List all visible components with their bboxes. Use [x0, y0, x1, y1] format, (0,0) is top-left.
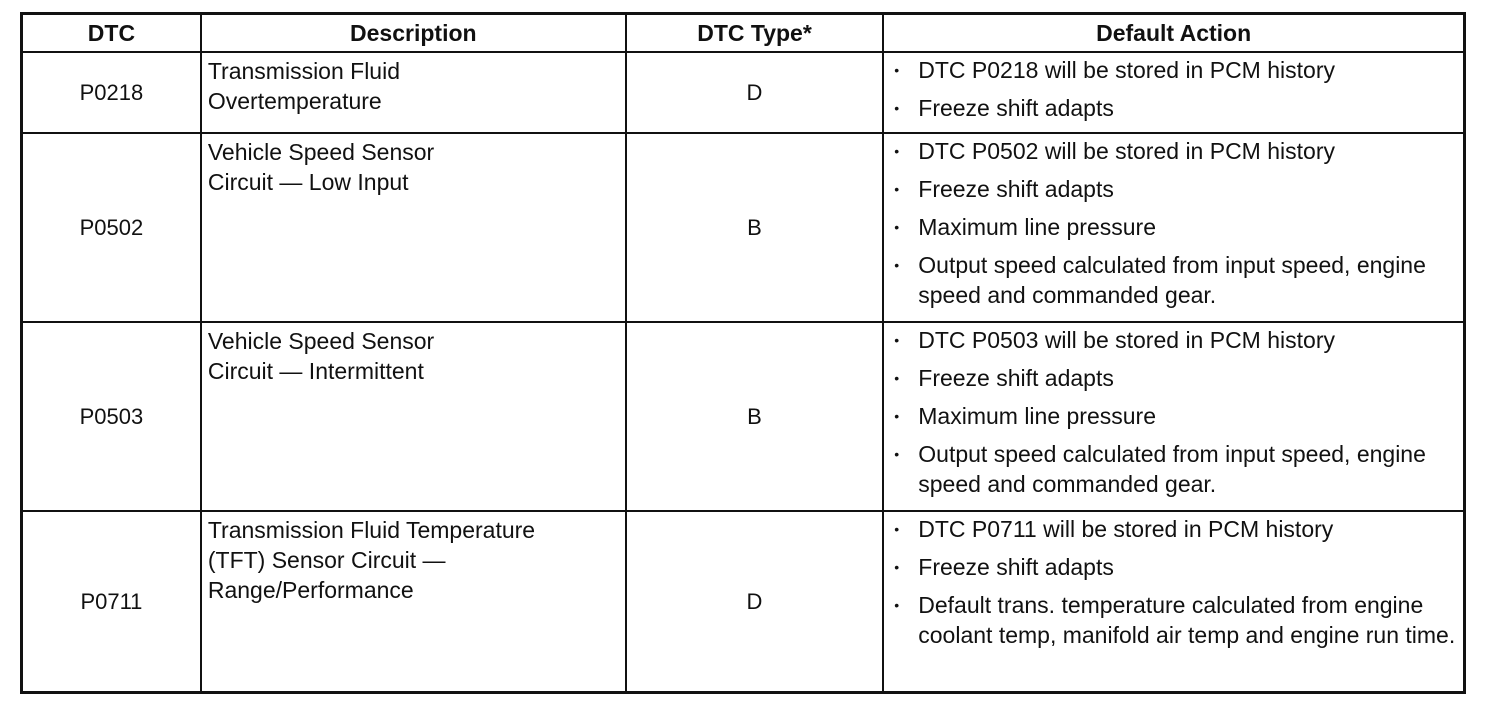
action-item: • Default trans. temperature calculated from engine coolant temp, manifold air temp and engine run time.: [894, 592, 1456, 648]
action-item: • DTC P0218 will be stored in PCM history: [894, 57, 1335, 83]
bullet-icon: •: [894, 219, 900, 235]
header-description: Description: [201, 14, 626, 53]
table-row: [22, 322, 1465, 511]
action-item: • DTC P0502 will be stored in PCM history: [894, 138, 1335, 164]
description-text: Transmission Fluid Temperature (TFT) Sensor Circuit — Range/Performance: [207, 517, 536, 603]
dtc-type: B: [626, 133, 884, 322]
table-row: [22, 133, 1465, 322]
bullet-icon: •: [894, 181, 900, 197]
table-row: [22, 52, 1465, 133]
action-list: [894, 514, 1459, 650]
header-default-action: Default Action: [883, 14, 1464, 53]
bullet-icon: •: [894, 143, 900, 159]
action-item: • Freeze shift adapts: [894, 95, 1114, 121]
default-action: [883, 322, 1464, 511]
dtc-description: [201, 52, 626, 133]
action-list: [894, 55, 1459, 123]
dtc-table: [20, 12, 1466, 694]
dtc-code: P0711: [22, 511, 201, 693]
dtc-description: [201, 133, 626, 322]
bullet-icon: •: [894, 559, 900, 575]
description-text: Vehicle Speed Sensor Circuit — Low Input: [207, 139, 435, 195]
description-text: Vehicle Speed Sensor Circuit — Intermittent: [207, 328, 435, 384]
action-item: • DTC P0503 will be stored in PCM history: [894, 327, 1335, 353]
bullet-icon: •: [894, 332, 900, 348]
action-item: • Output speed calculated from input speed, engine speed and commanded gear.: [894, 252, 1426, 308]
bullet-icon: •: [894, 257, 900, 273]
action-list: [894, 136, 1459, 310]
header-dtc-type: DTC Type*: [626, 14, 884, 53]
dtc-type: D: [626, 511, 884, 693]
bullet-icon: •: [894, 408, 900, 424]
action-item: • Maximum line pressure: [894, 214, 1157, 240]
action-item: • Maximum line pressure: [894, 403, 1157, 429]
action-item: • DTC P0711 will be stored in PCM history: [894, 516, 1334, 542]
bullet-icon: •: [894, 521, 900, 537]
default-action: [883, 52, 1464, 133]
action-item: • Freeze shift adapts: [894, 554, 1114, 580]
action-item: • Freeze shift adapts: [894, 365, 1114, 391]
default-action: [883, 511, 1464, 693]
dtc-type: B: [626, 322, 884, 511]
description-text: Transmission Fluid Overtemperature: [207, 58, 401, 114]
bullet-icon: •: [894, 100, 900, 116]
bullet-icon: •: [894, 597, 900, 613]
action-list: [894, 325, 1459, 499]
header-dtc: DTC: [22, 14, 201, 53]
dtc-description: [201, 511, 626, 693]
dtc-type: D: [626, 52, 884, 133]
action-item: • Output speed calculated from input speed, engine speed and commanded gear.: [894, 441, 1426, 497]
dtc-description: [201, 322, 626, 511]
bullet-icon: •: [894, 62, 900, 78]
default-action: [883, 133, 1464, 322]
action-item: • Freeze shift adapts: [894, 176, 1114, 202]
dtc-code: P0502: [22, 133, 201, 322]
bullet-icon: •: [894, 370, 900, 386]
table-row: [22, 511, 1465, 693]
header-row: [22, 14, 1465, 53]
dtc-code: P0218: [22, 52, 201, 133]
bullet-icon: •: [894, 446, 900, 462]
dtc-code: P0503: [22, 322, 201, 511]
